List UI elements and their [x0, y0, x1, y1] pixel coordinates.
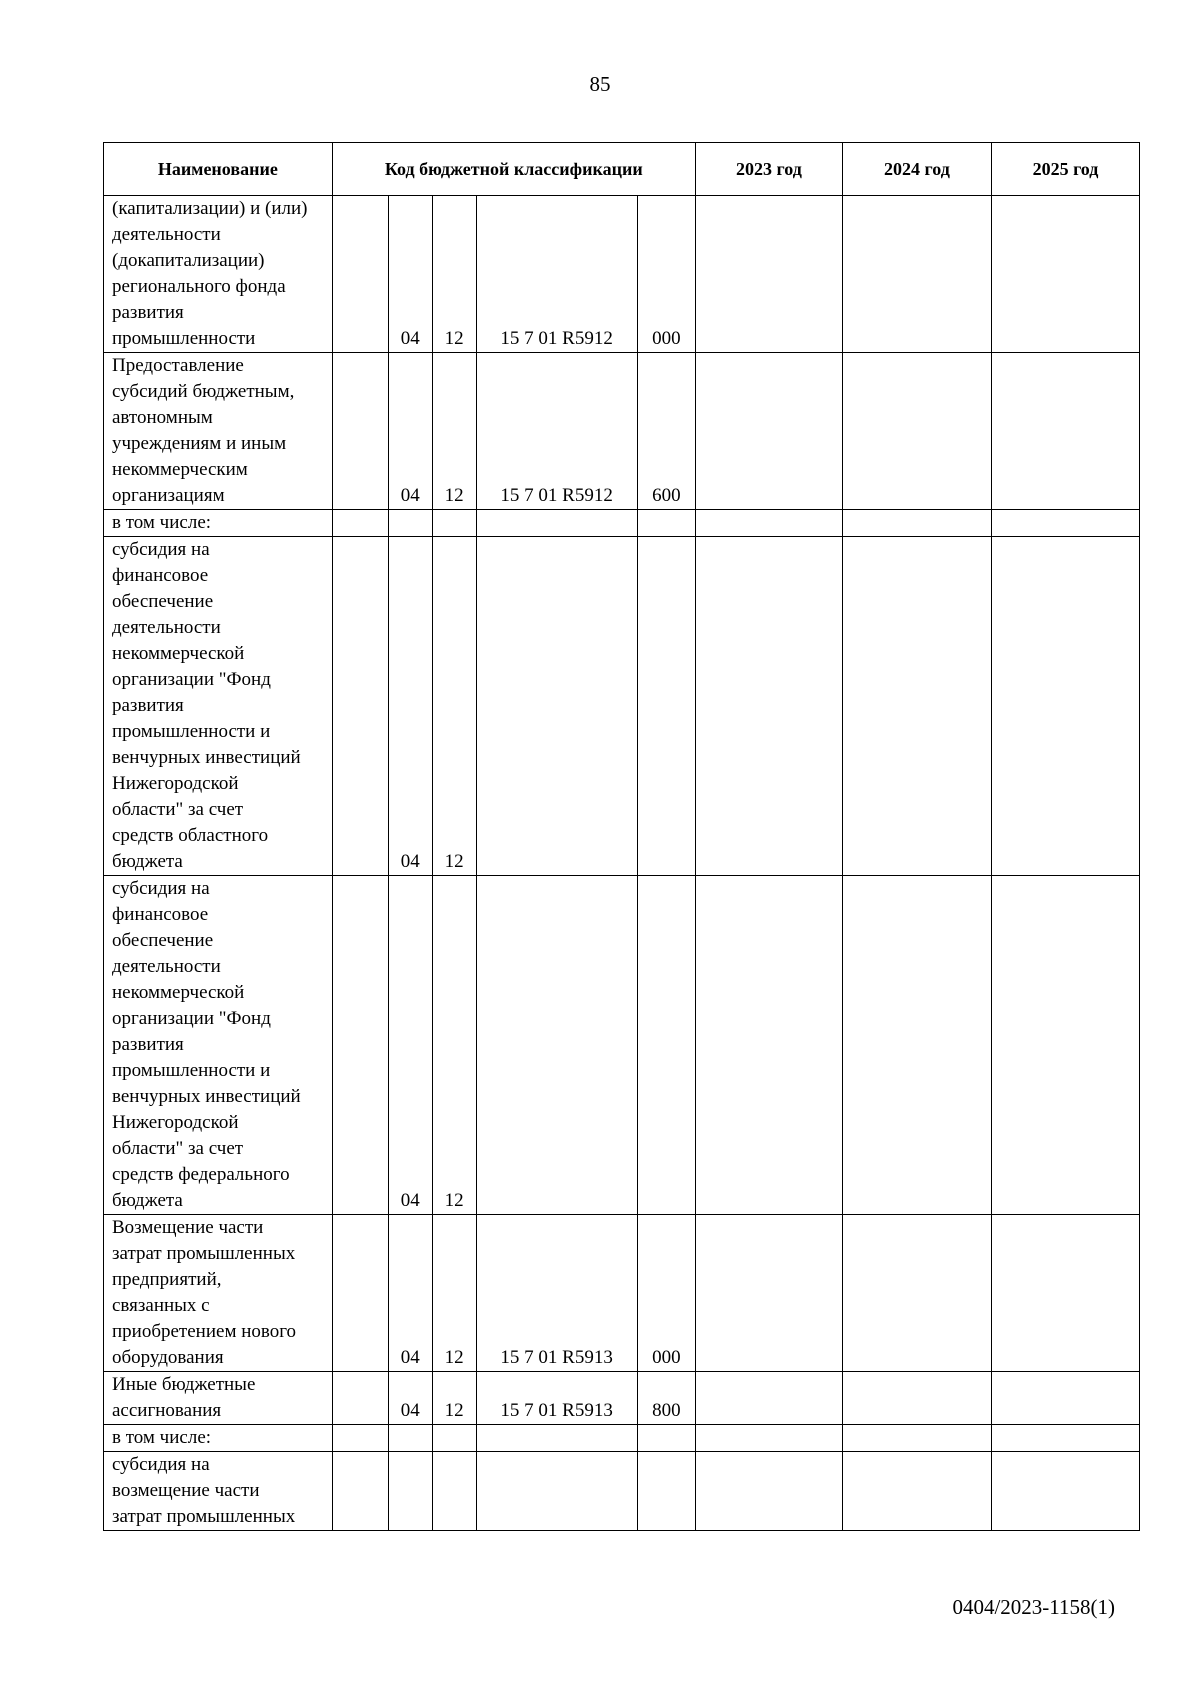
- code-target-article: 15 7 01 R5912: [476, 353, 637, 510]
- code-expense-type: [637, 537, 695, 876]
- table-body: [104, 196, 1140, 1531]
- row-name: в том числе:: [104, 510, 333, 537]
- code-target-article: [476, 1452, 637, 1531]
- row-name: в том числе:: [104, 1425, 333, 1452]
- value-2025: [991, 196, 1139, 353]
- value-2025: [991, 510, 1139, 537]
- code-empty: [332, 537, 388, 876]
- code-section: 04: [388, 1215, 432, 1372]
- code-empty: [332, 876, 388, 1215]
- code-empty: [332, 1425, 388, 1452]
- row-name: субсидия на финансовое обеспечение деятельности некоммерческой организации "Фонд развития промышленности и венчурных инвестиций Нижегородской области" за счет средств областного бюджета: [104, 537, 333, 876]
- page-number: 85: [589, 72, 611, 96]
- code-subsection: 12: [432, 1372, 476, 1425]
- table-row: [104, 1372, 1140, 1425]
- code-empty: [332, 1452, 388, 1531]
- value-2024: [842, 537, 991, 876]
- code-expense-type: [637, 510, 695, 537]
- row-name: Предоставление субсидий бюджетным, автономным учреждениям и иным некоммерческим организациям: [104, 353, 333, 510]
- code-empty: [332, 1215, 388, 1372]
- code-section: 04: [388, 353, 432, 510]
- code-expense-type: [637, 1452, 695, 1531]
- value-2023: [695, 1425, 842, 1452]
- value-2023: [695, 1215, 842, 1372]
- row-name: Иные бюджетные ассигнования: [104, 1372, 333, 1425]
- code-target-article: [476, 876, 637, 1215]
- header-name: Наименование: [104, 143, 333, 196]
- value-2024: [842, 1372, 991, 1425]
- value-2024: [842, 510, 991, 537]
- table-row: [104, 1452, 1140, 1531]
- value-2023: [695, 876, 842, 1215]
- table-row: [104, 537, 1140, 876]
- code-target-article: [476, 537, 637, 876]
- value-2025: [991, 537, 1139, 876]
- value-2024: [842, 1215, 991, 1372]
- code-target-article: [476, 510, 637, 537]
- code-subsection: 12: [432, 353, 476, 510]
- value-2023: [695, 196, 842, 353]
- value-2024: [842, 1425, 991, 1452]
- value-2024: [842, 353, 991, 510]
- table-row: [104, 510, 1140, 537]
- value-2023: [695, 510, 842, 537]
- code-expense-type: [637, 1425, 695, 1452]
- code-subsection: [432, 510, 476, 537]
- value-2025: [991, 876, 1139, 1215]
- value-2023: [695, 537, 842, 876]
- document-number: 0404/2023-1158(1): [952, 1595, 1115, 1619]
- code-section: [388, 510, 432, 537]
- code-target-article: 15 7 01 R5912: [476, 196, 637, 353]
- code-expense-type: [637, 876, 695, 1215]
- value-2025: [991, 1215, 1139, 1372]
- code-expense-type: 000: [637, 196, 695, 353]
- code-subsection: [432, 1452, 476, 1531]
- value-2023: [695, 1452, 842, 1531]
- table-row: [104, 1215, 1140, 1372]
- code-expense-type: 600: [637, 353, 695, 510]
- value-2023: [695, 353, 842, 510]
- row-name: субсидия на финансовое обеспечение деятельности некоммерческой организации "Фонд развития промышленности и венчурных инвестиций Нижегородской области" за счет средств федерального бюджета: [104, 876, 333, 1215]
- code-section: 04: [388, 1372, 432, 1425]
- header-code: Код бюджетной классификации: [332, 143, 695, 196]
- table-row: [104, 876, 1140, 1215]
- code-section: [388, 1425, 432, 1452]
- header-2023: 2023 год: [695, 143, 842, 196]
- table-row: [104, 1425, 1140, 1452]
- value-2025: [991, 1372, 1139, 1425]
- code-subsection: [432, 1425, 476, 1452]
- table-header-row: [104, 143, 1140, 196]
- code-empty: [332, 353, 388, 510]
- code-subsection: 12: [432, 196, 476, 353]
- code-section: 04: [388, 196, 432, 353]
- table-row: [104, 196, 1140, 353]
- code-subsection: 12: [432, 876, 476, 1215]
- code-subsection: 12: [432, 537, 476, 876]
- header-2025: 2025 год: [991, 143, 1139, 196]
- code-empty: [332, 1372, 388, 1425]
- code-expense-type: 000: [637, 1215, 695, 1372]
- code-target-article: [476, 1425, 637, 1452]
- code-section: 04: [388, 876, 432, 1215]
- code-subsection: 12: [432, 1215, 476, 1372]
- code-section: 04: [388, 537, 432, 876]
- code-empty: [332, 510, 388, 537]
- value-2024: [842, 1452, 991, 1531]
- value-2025: [991, 1425, 1139, 1452]
- code-target-article: 15 7 01 R5913: [476, 1372, 637, 1425]
- table-row: [104, 353, 1140, 510]
- header-2024: 2024 год: [842, 143, 991, 196]
- row-name: субсидия на возмещение части затрат промышленных: [104, 1452, 333, 1531]
- row-name: (капитализации) и (или) деятельности (докапитализации) регионального фонда развития промышленности: [104, 196, 333, 353]
- value-2025: [991, 1452, 1139, 1531]
- value-2025: [991, 353, 1139, 510]
- budget-table: [103, 142, 1140, 1531]
- code-section: [388, 1452, 432, 1531]
- code-empty: [332, 196, 388, 353]
- value-2023: [695, 1372, 842, 1425]
- value-2024: [842, 196, 991, 353]
- code-expense-type: 800: [637, 1372, 695, 1425]
- value-2024: [842, 876, 991, 1215]
- code-target-article: 15 7 01 R5913: [476, 1215, 637, 1372]
- row-name: Возмещение части затрат промышленных предприятий, связанных с приобретением нового оборудования: [104, 1215, 333, 1372]
